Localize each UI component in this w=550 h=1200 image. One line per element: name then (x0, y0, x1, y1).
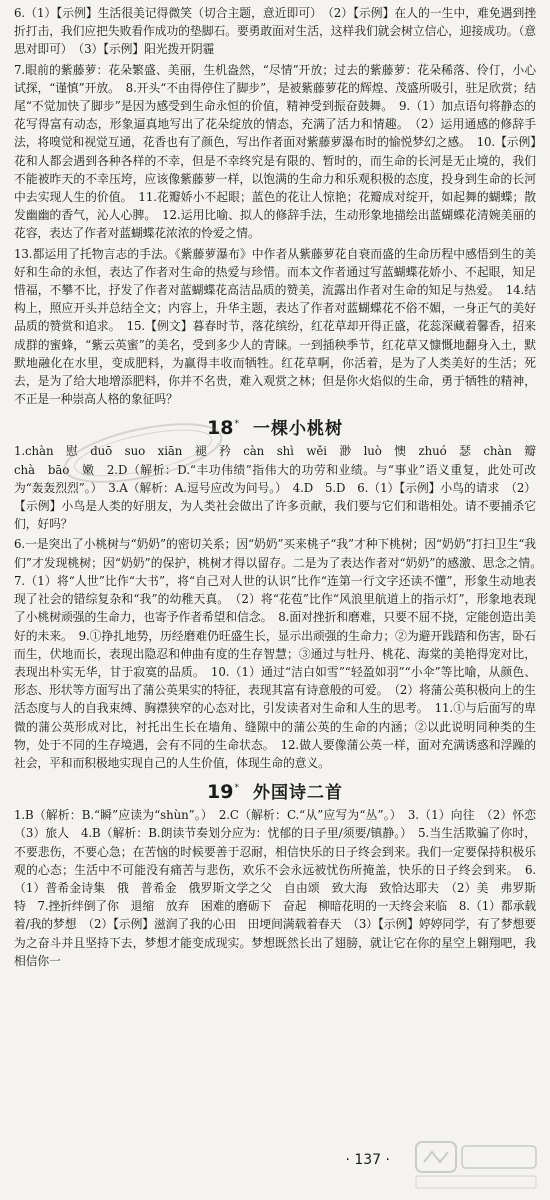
section-number: 18* (207, 417, 239, 440)
page-number: · 137 · (345, 1152, 390, 1168)
section-heading-19 (14, 778, 536, 804)
answer-block: 13.都运用了托物言志的手法。《紫藤萝瀑布》中作者从紫藤萝花自衰而盛的生命历程中感悟到生的美好和生命的永恒，表达了作者对生命的热爱与珍惜。而本文作者通过写蓝蝴蝶花娇小、不起眼，知足惜福，不攀不比，抒发了作者对蓝蝴蝶花高洁品质的赞美，流露出作者对生命的知足与热爱。 14.结构上，照应开头并总结全文；内容上，升华主题，表达了作者对蓝蝴蝶花不俗不媚，一身正气的美好品质的赞赏和追求。 15.【例文】暮春时节，落花缤纷，红花草却开得正盛，花蕊深藏着馨香，招来成群的蜜蜂，“紫云英蜜”的美名，受到多少人的青睐。一到插秧季节，红花草又慷慨地翻身入土，默默地融化在水里，变成肥料，为赢得丰收而牺牲。红花草啊，你活着，是为了人类美好的生活；死去，是为了给大地增添肥料，你并不名贵，难入观赏之林；但是你火焰似的生命，勇于牺牲的精神，不正是一种崇高人格的象征吗？ (14, 246, 536, 407)
section-title: 一棵小桃树 (252, 419, 343, 440)
watermark-logo (414, 1140, 542, 1192)
answer-block: 7.眼前的紫藤萝：花朵繁盛、美丽，生机盎然，“尽情”开放；过去的紫藤萝：花朵稀落、伶仃，小心试探，“谨慎”开放。 8.开头“不由得停住了脚步”，是被紫藤萝花的辉煌、茂盛所吸引，驻足欣赏；结尾“不觉加快了脚步”是因为感受到生命永恒的价值，精神受到振奋鼓舞。 9.（1）加点语句将静态的花写得富有动态，形象逼真地写出了花朵绽放的情态，充满了活力和情趣。 （2）运用通感的修辞手法，将嗅觉和视觉互通，花香也有了颜色，写出作者面对紫藤萝瀑布时的愉悦梦幻之感。 10.【示例】花和人都会遇到各种各样的不幸，但是不幸终究是有限的、暂时的，而生命的长河是无止境的，我们不能被昨天的不幸压垮，应该像紫藤萝一样，以饱满的生命力和乐观积极的态度，投身到生命的长河中去实现人生的价值。 11.花瓣娇小不起眼；蓝色的花让人惊艳；花瓣成对绽开，如起舞的蝴蝶；散发幽幽的香气，沁人心脾。 12.运用比喻、拟人的修辞手法，生动形象地描绘出蓝蝴蝶花清婉美丽的花容，表达了作者对蓝蝴蝶花浓浓的怜爱之情。 (14, 62, 536, 241)
section-number: 19* (207, 781, 239, 804)
section-title: 外国诗二首 (252, 783, 343, 804)
answer-block: 1.B（解析：B.“瞬”应读为“shùn”。） 2.C（解析：C.“从”应写为“丛”。） 3.（1）向往 （2）怀恋 （3）旅人 4.B（解析：B.朗读节奏划分应为：忧郁的日子里/须要/镇静。） 5.当生活欺骗了你时，不要悲伤，不要心急；在苦恼的时候要善于忍耐，相信快乐的日子终会到来。我们一定要保持积极乐观的心态；生活中不可能没有痛苦与悲伤，欢乐不会永远被忧伤所掩盖，快乐的日子终会到来。 6.（1）普希金诗集 俄 普希金 俄罗斯文学之父 自由颂 致大海 致恰达耶夫 （2）美 弗罗斯特 7.挫折绊倒了你 退缩 放弃 困难的磨砺下 奋起 柳暗花明的一天终会来临 8.（1）都承载着/我的梦想 （2）【示例】滋润了我的心田 田埂间满载着春天 （3）【示例】婷婷同学，有了梦想要为之奋斗并且坚持下去，梦想才能变成现实。梦想既然长出了翅膀，就让它在你的星空上翱翔吧，我相信你一 (14, 808, 548, 968)
answer-block: 1.chàn 慰 duō suo xiān 褪 矜 càn shì wěi 渺 luò 懊 zhuó 瑟 chàn 瓣 chà bāo 嫩 2.D（解析：D.“丰功伟绩”指伟大的功劳和业绩。与“事业”语义重复，此处可改为“轰轰烈烈”。） 3.A（解析：A.逗号应改为问号。） 4.D 5.D 6.（1）【示例】小鸟的请求 （2）【示例】小鸟是人类的好朋友，为人类社会做出了许多贡献，我们要与它们和谐相处。请不要捕杀它们，好吗？ (14, 444, 548, 532)
answer-block: 6.（1）【示例】生活很美记得微笑（切合主题，意近即可） （2）【示例】在人的一生中，难免遇到挫折打击，我们应把失败看作成功的垫脚石。要勇敢面对生活，这样我们就会树立信心，迎接成功。（意思对即可） （3）【示例】阳光拨开阴霾 (14, 6, 536, 57)
answer-block: 6.一是突出了小桃树与“奶奶”的密切关系；因“奶奶”买来桃子“我”才种下桃树；因“奶奶”打扫卫生“我们”才发现桃树；因“奶奶”的保护，桃树才得以留存。二是为了表达作者对“奶奶”的感激、思念之情。 7.（1）将“人世”比作“大书”，将“自己对人世的认识”比作“连第一行文字还读不懂”，形象生动地表现了社会的错综复杂和“我”的幼稚天真。 （2）将“花苞”比作“风浪里航道上的指示灯”，形象地表现了小桃树顽强的生命力，也寄予作者希望和信念。 8.面对挫折和磨难，只要不屈不挠，定能创造出美好的未来。 9.①挣扎地势，历经磨难仍旺盛生长，显示出顽强的生命力；②为避开践踏和伤害，卧石而生，伏地而长，表现出隐忍和伸曲有度的生存智慧；③通过与牡丹、桃花、海棠的美艳得宠对比，表现出朴实无华，甘于寂寞的品质。 10.（1）通过“洁白如雪”“轻盈如羽”“小伞”等比喻，从颜色、形态、形状等方面写出了蒲公英果实的特征，表现其富有诗意般的可爱。 （2）将蒲公英积极向上的生活态度与人的自我束缚、胸襟狭窄的心态对比，引发读者对生命和人生的思考。 11.①与后面写的卑微的蒲公英形成对比，衬托出生长在墙角、缝隙中的蒲公英的生命的内涵；②以此说明同种类的生物，处于不同的生存境遇，会有不同的生命状态。 12.做人要像蒲公英一样，面对充满诱惑和浮躁的社会，平和而积极地实现自己的人生价值，体现生命的意义。 (14, 537, 548, 770)
